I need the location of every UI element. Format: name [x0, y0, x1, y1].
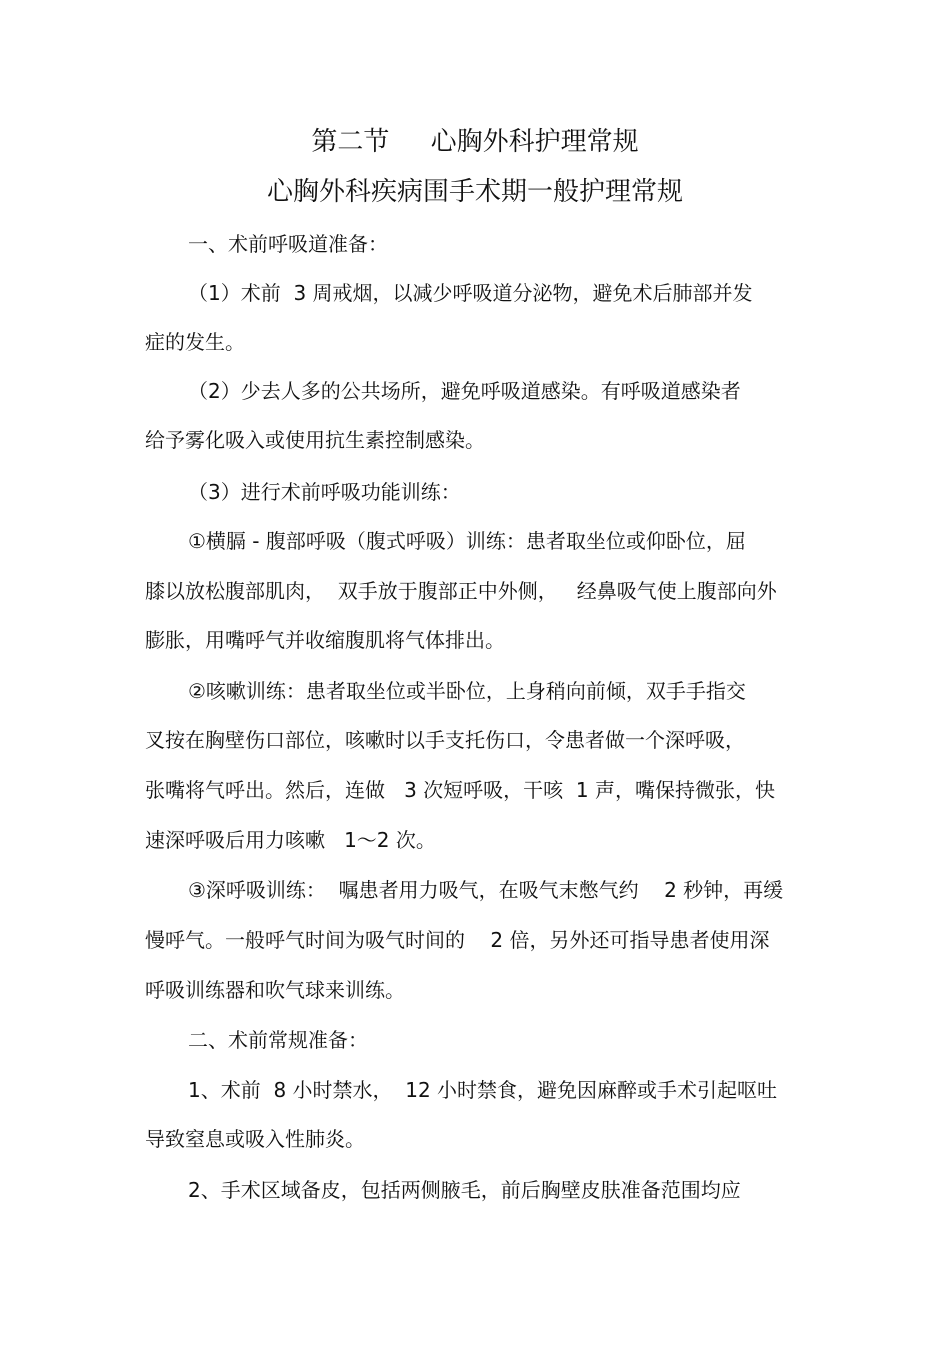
- paragraph-line: 膨胀，用嘴呼气并收缩腹肌将气体排出。: [145, 628, 505, 652]
- paragraph-line: 速深呼吸后用力咳嗽 1～2 次。: [145, 828, 436, 852]
- paragraph-line: 2、手术区域备皮，包括两侧腋毛，前后胸壁皮肤准备范围均应: [188, 1178, 741, 1202]
- paragraph-line: （2）少去人多的公共场所，避免呼吸道感染。有呼吸道感染者: [188, 379, 741, 403]
- section-subtitle: 心胸外科疾病围手术期一般护理常规: [266, 177, 683, 207]
- paragraph-line: （3）进行术前呼吸功能训练：: [188, 480, 461, 504]
- paragraph-line: 症的发生。: [145, 330, 245, 354]
- paragraph-line: 叉按在胸壁伤口部位，咳嗽时以手支托伤口，令患者做一个深呼吸，: [145, 728, 745, 752]
- paragraph-line: ③深呼吸训练： 嘱患者用力吸气，在吸气末憋气约 2 秒钟，再缓: [188, 878, 784, 902]
- heading-routine-prep: 二、术前常规准备：: [188, 1028, 368, 1052]
- paragraph-line: 给予雾化吸入或使用抗生素控制感染。: [145, 428, 485, 452]
- paragraph-line: ①横膈 - 腹部呼吸（腹式呼吸）训练：患者取坐位或仰卧位，屈: [188, 529, 746, 553]
- paragraph-line: （1）术前 3 周戒烟，以减少呼吸道分泌物，避免术后肺部并发: [188, 281, 753, 305]
- paragraph-line: 导致窒息或吸入性肺炎。: [145, 1127, 365, 1151]
- paragraph-line: 膝以放松腹部肌肉， 双手放于腹部正中外侧， 经鼻吸气使上腹部向外: [145, 579, 777, 603]
- paragraph-line: 1、术前 8 小时禁水， 12 小时禁食，避免因麻醉或手术引起呕吐: [188, 1078, 778, 1102]
- paragraph-line: 慢呼气。一般呼气时间为吸气时间的 2 倍，另外还可指导患者使用深: [145, 928, 770, 952]
- paragraph-line: ②咳嗽训练：患者取坐位或半卧位，上身稍向前倾，双手手指交: [188, 679, 746, 703]
- heading-respiratory-prep: 一、术前呼吸道准备：: [188, 232, 388, 256]
- paragraph-line: 张嘴将气呼出。然后，连做 3 次短呼吸，干咳 1 声，嘴保持微张，快: [145, 778, 775, 802]
- section-title: 第二节 心胸外科护理常规: [311, 127, 639, 157]
- paragraph-line: 呼吸训练器和吹气球来训练。: [145, 978, 405, 1002]
